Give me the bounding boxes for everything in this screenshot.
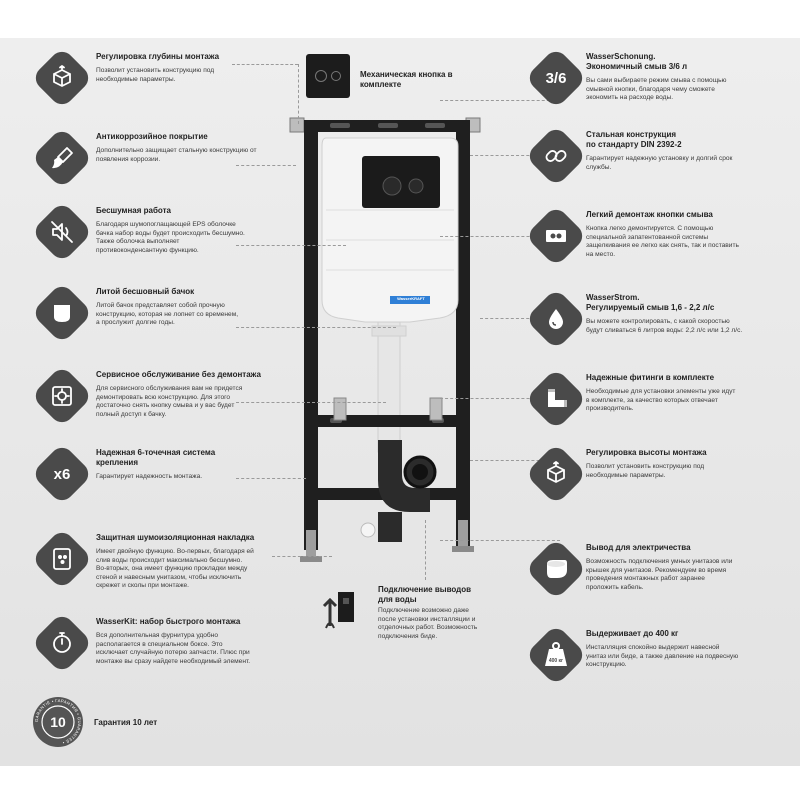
connector-line: [425, 520, 426, 580]
feature-height: [586, 448, 776, 480]
feature-description: Гарантирует надежную установку и долгий срок службы.: [586, 155, 733, 171]
fitting-right: [430, 398, 442, 420]
leg-right: [458, 520, 468, 548]
feature-title: Легкий демонтаж кнопки смыва: [586, 210, 713, 219]
chain-link-icon: [543, 143, 569, 169]
dual-flush-icon: 3/6: [545, 69, 567, 87]
feature-service: [96, 370, 296, 419]
feature-description: Вы можете контролировать, с какой скоростью будут сливаться 6 литров воды: 2,2 л/с или 1,2 л/с.: [586, 318, 743, 334]
flush-plate-icon: [543, 223, 569, 249]
feature-description: Возможность подключения умных унитазов или крышек для унитазов. Рекомендуем во время проведения монтажных работ заранее проложить кабель.: [586, 558, 733, 591]
flush-button-thumbnail: [306, 54, 350, 98]
feature-description: Имеет двойную функцию. Во-первых, благодаря ей слив воды происходит максимально бесшумно. Во-вторых, она имеет функцию прокладки между стеной и навесным унитазом, чтобы исключить скрежет и сколы при монтаже.: [96, 548, 254, 590]
brand-label-text: WasserKRAFT: [397, 296, 425, 301]
guarantee-label: Гарантия 10 лет: [94, 718, 158, 727]
flush-button-large: [409, 179, 423, 193]
paint-brush-icon: [49, 145, 75, 171]
feature-title: Выдерживает до 400 кг: [586, 629, 679, 638]
feature-sixpoint: [96, 448, 296, 482]
installation-frame-illustration: [270, 110, 500, 570]
connector-line: [440, 100, 560, 101]
feature-load: [586, 629, 776, 670]
feature-description: Позволит установить конструкцию под необходимые параметры.: [586, 463, 705, 479]
feature-mechanical-button: [360, 70, 480, 90]
feature-easyremove: [586, 210, 776, 259]
feature-title: Надежная 6-точечная система крепления: [96, 448, 216, 467]
sound-off-icon: [49, 219, 75, 245]
feature-water-connection: [378, 585, 508, 641]
feature-description: Вся дополнительная фурнитура удобно располагается в специальном боксе. Это исключает случайную потерю запчасти. Плюс при монтаже вы сразу найдете необходимый элемент.: [96, 632, 251, 665]
feature-silent: [96, 206, 296, 255]
leg-left: [306, 530, 316, 558]
timer-icon: [49, 630, 75, 656]
feature-title: Вывод для электричества: [586, 543, 691, 552]
white-cap: [361, 523, 375, 537]
feature-description: Инсталляция спокойно выдержит навесной унитаз или биде, а также давление на подвесную конструкцию.: [586, 644, 739, 669]
feature-title: Стальная конструкция по стандарту DIN 2392-2: [586, 130, 682, 149]
feature-description: Гарантирует надежность монтажа.: [96, 473, 203, 480]
feature-description: Позволит установить конструкцию под необходимые параметры.: [96, 67, 215, 83]
feature-cast: [96, 287, 296, 328]
cube-arrows-icon: [543, 461, 569, 487]
water-outlet-thumbnail: [316, 588, 362, 634]
cube-arrows-icon: [49, 65, 75, 91]
feature-title: Сервисное обслуживание без демонтажа: [96, 370, 261, 379]
x6-icon: x6: [53, 465, 71, 483]
service-gear-icon: [49, 383, 75, 409]
thumb-button-large: [331, 71, 341, 81]
feature-title: Антикоррозийное покрытие: [96, 132, 208, 141]
weight-icon: [541, 640, 571, 670]
tank-icon: [49, 300, 75, 326]
feature-title: Надежные фитинги в комплекте: [586, 373, 715, 382]
guarantee-ring-text: GARANTIE • ГАРАНТИЯ • GUARANTEE •: [33, 697, 83, 746]
feature-steel: [586, 130, 776, 172]
feature-title: Бесшумная работа: [96, 206, 171, 215]
frame-mid-bar: [304, 415, 470, 427]
feature-description: Кнопка легко демонтируется. С помощью специальной запатентованной системы защелкивания ее легко как снять, так и поставить на место.: [586, 225, 739, 258]
feature-description: Необходимые для установки элементы уже идут в комплекте, за качество которых отвечает производитель.: [586, 388, 736, 413]
pipe-fitting-icon: [543, 386, 569, 412]
feature-title: Подключение выводов для воды: [378, 585, 472, 604]
feature-fittings: [586, 373, 776, 414]
feature-title: Защитная шумоизоляционная накладка: [96, 533, 255, 542]
thumb-button-small: [315, 70, 327, 82]
smart-toilet-icon: [541, 554, 571, 584]
feature-description: Литой бачок представляет собой прочную конструкцию, которая не лопнет со временем, а прослужит долгие годы.: [96, 302, 239, 327]
feature-title: WasserSchonung. Экономичный смыв 3/6 л: [586, 52, 688, 71]
feature-kit: [96, 617, 296, 666]
feature-title: Механическая кнопка в комплекте: [360, 70, 453, 89]
feature-title: WasserKit: набор быстрого монтажа: [96, 617, 241, 626]
feature-strom: [586, 293, 776, 335]
frame-left-post: [304, 120, 318, 550]
guarantee-seal: [32, 696, 84, 748]
feature-soundpad: [96, 533, 296, 591]
feature-description: Благодаря шумопоглащающей EPS оболочке бачка набор воды будет происходить бесшумно. Также оболочка выполняет противоконденсантную функцию.: [96, 221, 245, 254]
feature-economy: [586, 52, 776, 103]
feature-title: Регулировка высоты монтажа: [586, 448, 707, 457]
top-left-clamp: [290, 118, 304, 132]
feature-description: Дополнительно защищает стальную конструкцию от появления коррозии.: [96, 147, 257, 163]
guarantee-number: 10: [50, 714, 66, 730]
flush-button-small: [383, 177, 401, 195]
connector-line: [298, 64, 299, 124]
feature-electric: [586, 543, 776, 592]
feature-title: Регулировка глубины монтажа: [96, 52, 220, 61]
feature-anticorrosion: [96, 132, 296, 164]
feature-depth: [96, 52, 296, 84]
feature-description: Подключение возможно даже после установки инсталляции и отделочных работ. Возможность подключения биде.: [378, 607, 478, 640]
flush-plate: [362, 156, 440, 208]
connector-line: [236, 165, 296, 166]
connector-line: [440, 540, 560, 541]
pad-icon: [49, 546, 75, 572]
feature-description: Для сервисного обслуживания вам не придется демонтировать всю конструкцию. Для этого достаточно снять кнопку смыва и у вас будет полный доступ к бачку.: [96, 385, 243, 418]
water-drop-icon: [543, 306, 569, 332]
weight-label: 400 кг: [548, 658, 564, 664]
feature-description: Вы сами выбираете режим смыва с помощью смывной кнопки, благодаря чему сможете экономить на расходе воды.: [586, 77, 727, 102]
flush-pipe: [378, 322, 400, 452]
feature-title: WasserStrom. Регулируемый смыв 1,6 - 2,2 л/с: [586, 293, 715, 312]
bottom-pipe: [378, 512, 402, 542]
feature-title: Литой бесшовный бачок: [96, 287, 195, 296]
